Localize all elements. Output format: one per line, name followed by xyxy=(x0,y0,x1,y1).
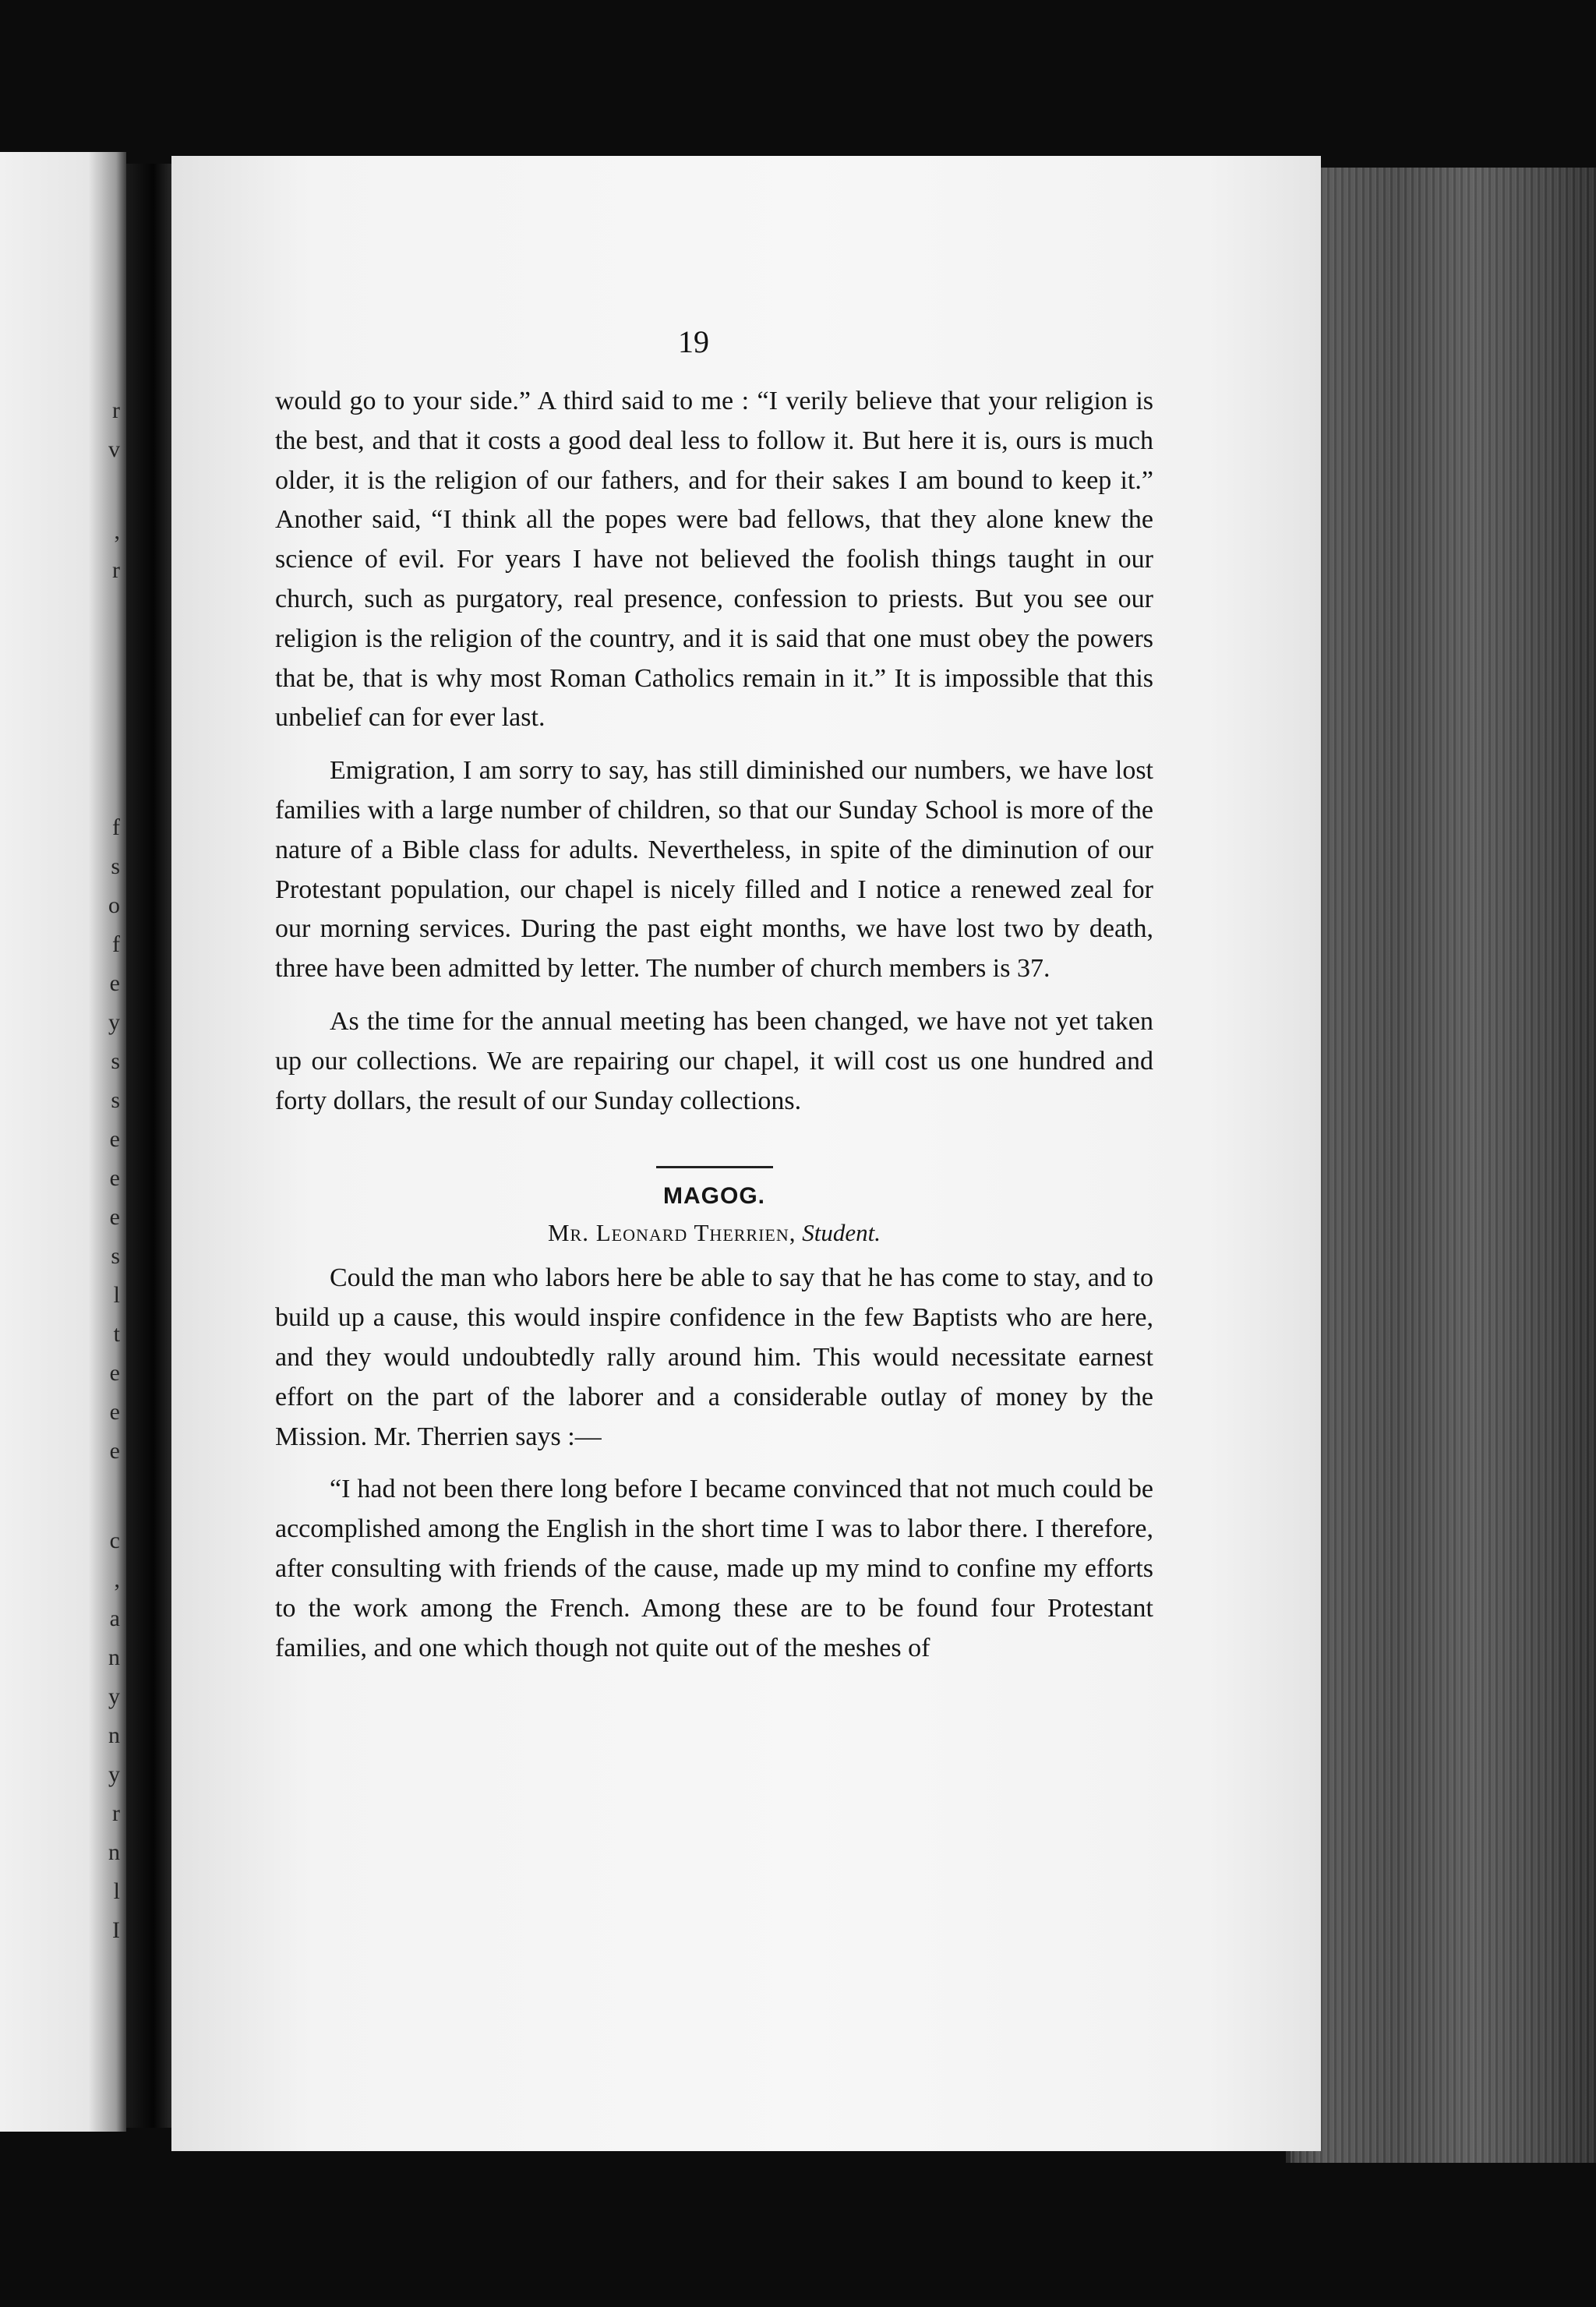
margin-char: n xyxy=(108,1645,120,1670)
byline-role: Student. xyxy=(802,1219,881,1247)
margin-char: l xyxy=(113,1282,120,1308)
margin-char: , xyxy=(114,518,120,544)
margin-char: e xyxy=(109,1438,120,1464)
margin-char: v xyxy=(108,436,120,462)
margin-char: e xyxy=(109,970,120,996)
margin-char: o xyxy=(108,892,120,918)
margin-char: a xyxy=(109,1606,120,1631)
paragraph: As the time for the annual meeting has been changed, we have not yet taken up our collections. We are repairing our chapel, it will cost us one hundred and forty dollars, the result of our Sunday collections. xyxy=(275,1006,1153,1115)
margin-char: t xyxy=(113,1321,120,1347)
margin-char: r xyxy=(112,1800,120,1826)
paragraph: “I had not been there long before I became convinced that not much could be accomplished among the English in the short time I was to labor there. I therefore, after consulting with friends of the cause, made up my mind to confine my efforts to the work among the French. Among these are to be found four Protestant families, and one which though not quite out of the meshes of xyxy=(275,1475,1153,1662)
byline-name: Mr. Leonard Therrien, xyxy=(547,1219,796,1247)
margin-char: e xyxy=(109,1165,120,1191)
margin-char: y xyxy=(108,1683,120,1709)
margin-char: e xyxy=(109,1360,120,1386)
section-heading: MAGOG. xyxy=(663,1183,765,1210)
facing-page-edge xyxy=(0,152,126,2132)
margin-char: e xyxy=(109,1399,120,1425)
margin-char: s xyxy=(111,1048,120,1074)
section-divider xyxy=(656,1166,773,1168)
page-body xyxy=(275,382,1153,1668)
margin-char: e xyxy=(109,1126,120,1152)
margin-char: s xyxy=(111,1243,120,1269)
margin-char: y xyxy=(108,1761,120,1787)
margin-char: n xyxy=(108,1839,120,1865)
margin-char: s xyxy=(111,853,120,879)
margin-char: l xyxy=(113,1878,120,1904)
margin-char: f xyxy=(112,814,120,840)
margin-char: r xyxy=(112,557,120,583)
book-page-edges xyxy=(1286,168,1596,2163)
margin-char: r xyxy=(112,397,120,423)
margin-char: s xyxy=(111,1087,120,1113)
page-number: 19 xyxy=(678,324,709,359)
section-byline xyxy=(275,1212,1153,1254)
margin-char: I xyxy=(112,1917,120,1943)
paragraph: Emigration, I am sorry to say, has still diminished our numbers, we have lost families with a large number of children, so that our Sunday School is more of the nature of a Bible class for adults. Nevertheless, in spite of the diminution of our Protestant population, our chapel is nicely filled and I notice a renewed zeal for our morning services. During the past eight months, we have lost two by death, three have been admitted by letter. The number of church members is 37. xyxy=(275,756,1153,984)
book-page xyxy=(171,156,1321,2151)
margin-char: , xyxy=(114,1567,120,1592)
margin-char: c xyxy=(109,1528,120,1553)
margin-char: f xyxy=(112,931,120,957)
margin-char: e xyxy=(109,1204,120,1230)
paragraph: Could the man who labors here be able to say that he has come to stay, and to build up a cause, this would inspire confidence in the few Baptists who are here, and they would undoubtedly rally around him. This would necessitate earnest effort on the part of the laborer and a considerable outlay of money by the Mission. Mr. Therrien says :— xyxy=(275,1263,1153,1451)
book-gutter xyxy=(126,164,171,2128)
margin-char: y xyxy=(108,1009,120,1035)
margin-char: n xyxy=(108,1722,120,1748)
paragraph: would go to your side.” A third said to me : “I verily believe that your religion is the best, and that it costs a good deal less to follow it. But here it is, ours is much older, it is the religion of our fathers, and for their sakes I am bound to keep it.” Another said, “I think all the popes were bad fellows, that they alone knew the science of evil. For years I have not believed the foolish things taught in our church, such as purgatory, real presence, confession to priests. But you see our religion is the religion of the country, and it is said that one must obey the powers that be, that is why most Roman Catholics remain in it.” It is impossible that this unbelief can for ever last. xyxy=(275,387,1153,733)
